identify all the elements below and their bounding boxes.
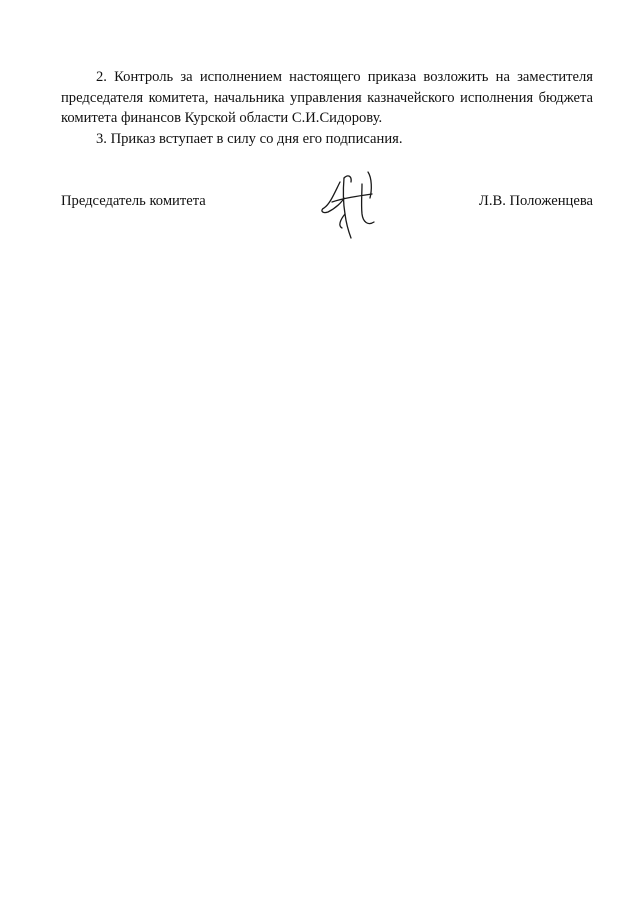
- signatory-position: Председатель комитета: [61, 193, 206, 209]
- handwritten-signature: [318, 168, 390, 244]
- paragraph-effective-date-clause: 3. Приказ вступает в силу со дня его подписания.: [96, 130, 403, 147]
- paragraph-control-clause: 2. Контроль за исполнением настоящего приказа возложить на заместителя председателя комитета, начальника управления казначейского исполнения бюджета комитета финансов Курской области С.И.Сидорову.: [61, 69, 593, 126]
- document-body: [61, 67, 593, 149]
- signatory-name: Л.В. Положенцева: [478, 193, 593, 209]
